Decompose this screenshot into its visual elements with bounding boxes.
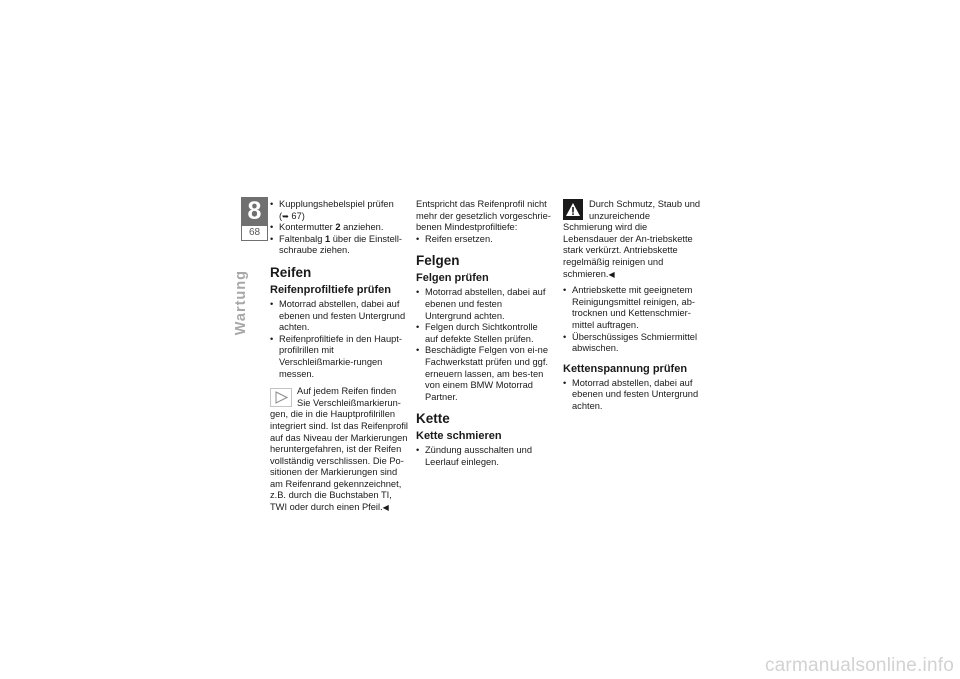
list-item: • Kupplungshebelspiel prüfen (➥ 67) (270, 199, 408, 222)
chapter-marker (241, 197, 268, 241)
end-mark-icon: ◀ (608, 269, 615, 279)
subsection-heading: Kette schmieren (416, 430, 502, 443)
paragraph: Entspricht das Reifenprofil nicht mehr der gesetzlich vorgeschrie-benen Mindestprofiltiefe: (416, 199, 551, 233)
list-item: • Motorrad abstellen, dabei auf ebenen und festen Untergrund achten. (563, 378, 701, 413)
info-note: Auf jedem Reifen finden Sie Verschleißmarkierun-gen, die in die Hauptprofilrillen integriert sind. Ist das Reifenprofil auf das Niveau der Markierungen heruntergefahren, ist der Reifen vollständig verschlissen. Die Po-sitionen der Markierungen sind am Reifenrand gekennzeichnet, z.B. durch die Buchstaben TI, TWI oder durch einen Pfeil.◀ (270, 386, 408, 513)
part-number: 1 (325, 233, 331, 244)
note-triangle-icon (270, 388, 292, 407)
warning-note: Durch Schmutz, Staub und unzureichende Schmierung wird die Lebensdauer der An-triebskette stark verkürzt. Antriebskette regelmäßig reinigen und schmieren.◀ (563, 199, 701, 279)
list-item: • Kontermutter 2 anziehen. (270, 222, 408, 234)
end-mark-icon: ◀ (382, 503, 389, 513)
list-item: • Antriebskette mit geeignetem Reinigungsmittel reinigen, ab-trocknen und Kettenschmier-mittel auftragen. (563, 285, 701, 331)
section-heading: Reifen (270, 264, 312, 280)
list-item: • Motorrad abstellen, dabei auf ebenen und festen Untergrund achten. (270, 299, 408, 334)
list-item: • Überschüssiges Schmiermittel abwischen. (563, 332, 701, 355)
warning-icon (563, 199, 583, 220)
section-heading: Kette (416, 411, 450, 427)
list-item: • Beschädigte Felgen von ei-ne Fachwerkstatt prüfen und ggf. erneuern lassen, am bes-ten von einem BMW Motorrad Partner. (416, 345, 551, 403)
page-ref-link[interactable]: 67 (291, 210, 302, 221)
list-item: • Motorrad abstellen, dabei auf ebenen und festen Untergrund achten. (416, 287, 551, 322)
column-2 (416, 199, 551, 469)
chapter-title: Wartung (233, 270, 249, 336)
list-item: • Reifen ersetzen. (416, 234, 551, 246)
list-item: • Zündung ausschalten und Leerlauf einlegen. (416, 445, 551, 468)
list-item: • Felgen durch Sichtkontrolle auf defekte Stellen prüfen. (416, 322, 551, 345)
section-heading: Felgen (416, 253, 460, 269)
subsection-heading: Kettenspannung prüfen (563, 362, 688, 375)
page-number: 68 (242, 226, 267, 240)
column-1 (270, 199, 408, 514)
column-3 (563, 199, 701, 413)
part-number: 2 (335, 222, 341, 233)
chapter-number: 8 (247, 197, 262, 225)
subsection-heading: Reifenprofiltiefe prüfen (270, 283, 392, 296)
page-ref-arrow-icon: ➥ (282, 211, 289, 221)
list-item: • Faltenbalg 1 über die Einstell-schraube ziehen. (270, 234, 408, 257)
watermark: carmanualsonline.info (764, 655, 954, 676)
subsection-heading: Felgen prüfen (416, 272, 489, 285)
list-item: • Reifenprofiltiefe in den Haupt-profilrillen mit Verschleißmarkie-rungen messen. (270, 334, 408, 380)
